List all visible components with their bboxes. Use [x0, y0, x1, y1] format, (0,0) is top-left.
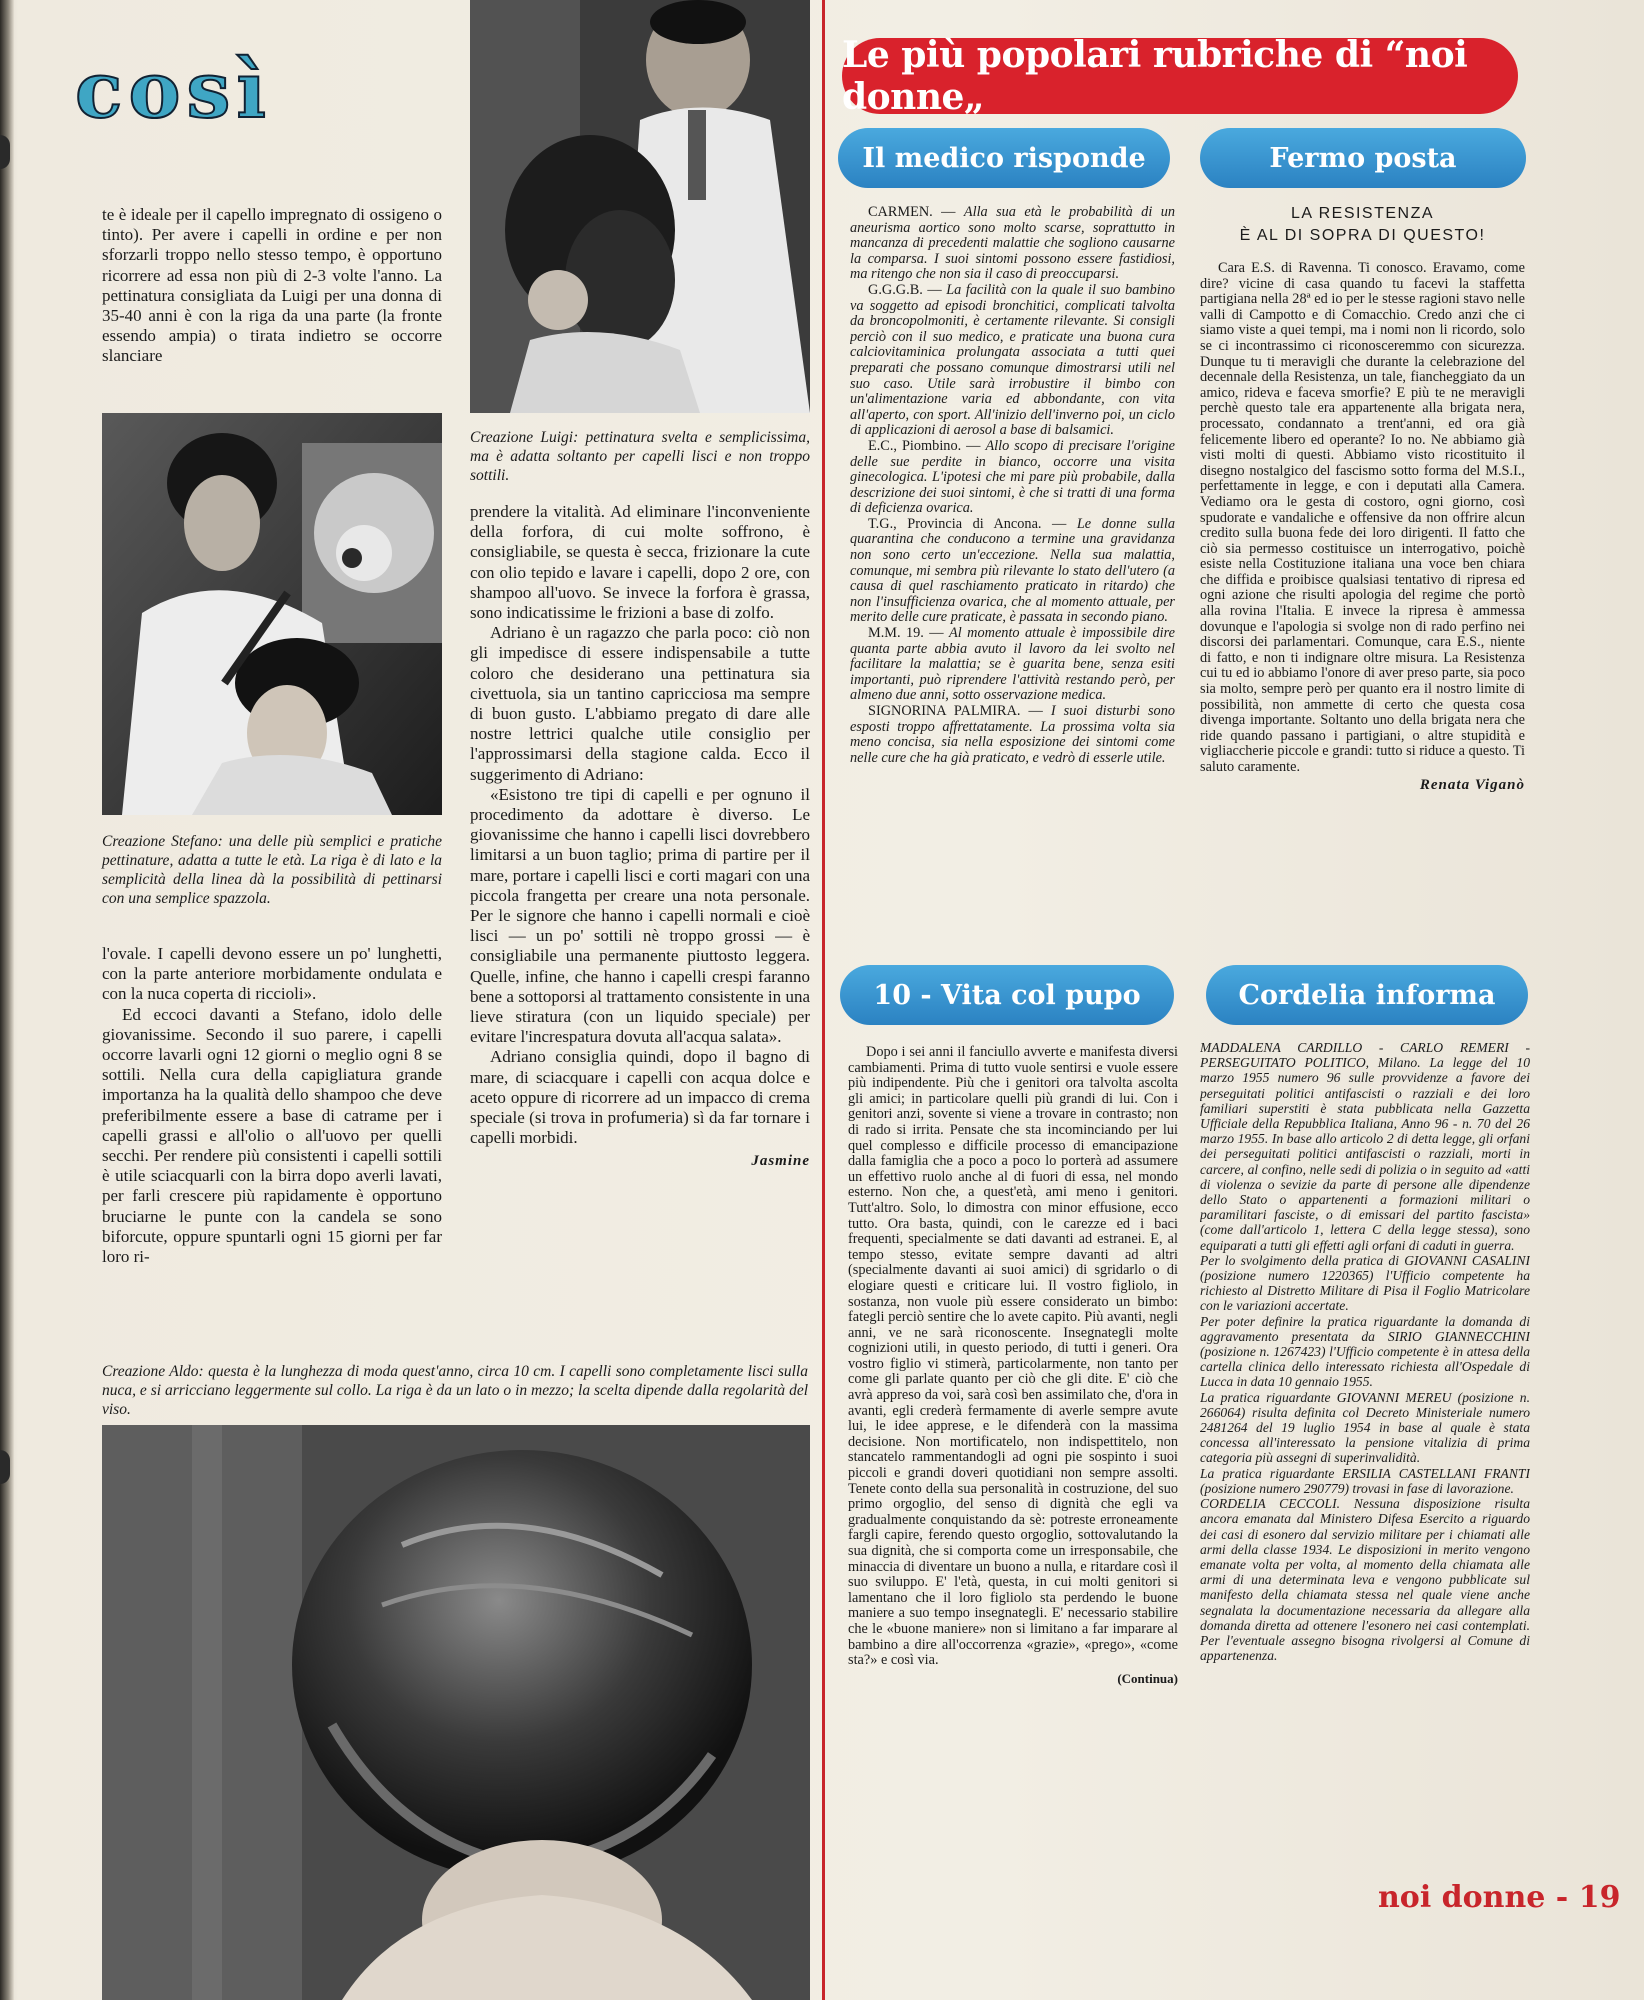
medico-column: [850, 205, 1175, 955]
paragraph: prendere la vitalità. Ad eliminare l'inconveniente della forfora, di cui molte soffrono, è consigliabile, se questa è secca, frizionare la cute con olio tepido e lavare i capelli, dopo 2 ore, con shampoo all'uovo. Se invece la forfora è grassa, sono indicatissime le frizioni a base di zolfo.: [470, 502, 810, 623]
caption-stefano: Creazione Stefano: una delle più semplici e pratiche pettinature, adatta a tutte le età. La riga è di lato e la semplicità della linea dà la possibilità di pettinarsi con una semplice spazzola.: [102, 833, 442, 907]
page-fold: [0, 0, 14, 2000]
photo-stefano-image: [102, 413, 442, 815]
photo-luigi-image: [470, 0, 810, 413]
cordelia-entry: Per lo svolgimento della pratica di GIOVANNI CASALINI (posizione numero 1220365) l'Ufficio competente ha richiesto al Distretto Militare di Pisa il Foglio Matricolare con le variazioni accertate.: [1200, 1252, 1530, 1314]
pupo-column: [848, 1045, 1178, 1920]
photo-aldo-image: [102, 1425, 810, 2000]
cordelia-entry: MADDALENA CARDILLO - CARLO REMERI - PERSEGUITATO POLITICO, Milano. La legge del 10 marzo 1955 numero 96 sulle provvidenze a favore dei perseguitati politici antifascisti o razziali e dei loro familiari superstiti è stata pubblicata nella Gazzetta Ufficiale della Repubblica Italiana, Anno 96 - n. 70 del 26 marzo 1955. In base allo articolo 2 di detta legge, gli orfani dei perseguitati politici antifascisti o razziali, morti in carcere, al confino, nelle sedi di polizia o in seguito ad «atti di violenza o sevizie da parte di persone alle dipendenze dello Stato o appartenenti a formazioni militari o paramilitari fasciste, o di emissari del partito fascista» (come dall'articolo 1, lettera C della legge stessa), sono equiparati a tutti gli effetti agli orfani di caduti in guerra.: [1200, 1040, 1530, 1253]
posta-signature: Renata Viganò: [1419, 776, 1525, 793]
section-header-posta: Fermo posta: [1200, 128, 1526, 188]
paragraph: Ed eccoci davanti a Stefano, idolo delle giovanissime. Secondo il suo parere, i capelli occorre lavarli ogni 12 giorni o meglio ogni 8 se sottili. Nella cura della capigliatura grande importanza ha la qualità dello shampoo che deve preferibilmente essere a base di catrame per i capelli grassi e all'olio o all'uovo per quelli secchi. Per rendere più consistenti i capelli sottili è utile sciacquarli con la birra dopo averli lavati, per farli crescere più rapidamente è opportuno bruciarne le punte con la candela se sono biforcute, oppure spuntarli ogni 15 giorni per far loro ri-: [102, 1004, 442, 1267]
medico-entry: CARMEN. — Alla sua età le probabilità di un aneurisma aortico sono molto scarse, soprattutto in mancanza di precedenti malattie che sogliono causarne la comparsa. I suoi sintomi possono essere fastidiosi, ma ritengo che non sia il caso di preoccuparsi.: [850, 205, 1175, 283]
rubriche-banner: Le più popolari rubriche di “noi donne„: [842, 38, 1518, 114]
paragraph: l'ovale. I capelli devono essere un po' lunghetti, con la parte anteriore morbidamente ondulata e con la nuca coperta di riccioli».: [102, 944, 442, 1004]
cordelia-entry: La pratica riguardante ERSILIA CASTELLANI FRANTI (posizione numero 290779) trovasi in fase di lavorazione.: [1200, 1465, 1530, 1496]
posta-column: [1200, 203, 1525, 953]
paragraph: te è ideale per il capello impregnato di ossigeno o tinto). Per avere i capelli in ordine e per non sforzarli troppo nello stesso tempo, è opportuno ricorrere ad essa non più di 2-3 volte l'anno. La pettinatura consigliata da Luigi per una donna di 35-40 anni è con la riga da una parte (la fronte essendo ampia) o tirata indietro se occorre slanciare: [102, 205, 442, 366]
caption-aldo: Creazione Aldo: questa è la lunghezza di moda quest'anno, circa 10 cm. I capelli sono completamente lisci sulla nuca, e si arricciano leggermente sul collo. La riga è da un lato o in mezzo; la scelta dipende dalla regolarità del viso.: [102, 1363, 808, 1418]
photo-aldo: [102, 1425, 810, 2000]
medico-entry: SIGNORINA PALMIRA. — I suoi disturbi sono esposti troppo affrettatamente. La prossima volta sia meno concisa, sia nella esposizione dei sintomi come nelle cure che ha già praticato, e vedrò di esserle utile.: [850, 703, 1175, 766]
cordelia-entry: Per poter definire la pratica riguardante la domanda di aggravamento presentata da SIRIO GIANNECCHINI (posizione n. 1267423) l'Ufficio competente è in attesa della cartella clinica dello interessato richiesta all'Ospedale di Lucca in data 10 gennaio 1955.: [1200, 1313, 1530, 1390]
paragraph: Adriano consiglia quindi, dopo il bagno di mare, di sciacquare i capelli con acqua dolce e aceto oppure di ricorrere ad un impacco di crema speciale (si trova in profumeria) sì da far tornare i capelli morbidi.: [470, 1047, 810, 1148]
binding-hole: [0, 135, 10, 169]
medico-entry: T.G., Provincia di Ancona. — Le donne sulla quarantina che conducono a termine una gravidanza non sono certo un'eccezione. Nella sua malattia, comunque, mi sembra più rilevante lo stato dell'utero (a causa di quel raschiamento praticato in ritardo) che non l'insufficienza ovarica, che al momento attuale, per merito delle cure praticate, è passata in secondo piano.: [850, 515, 1175, 626]
paragraph: «Esistono tre tipi di capelli e per ognuno il procedimento da adottare è diverso. Le giovanissime che hanno i capelli lisci dovrebbero limitarsi a un buon taglio; prima di partire per il mare, portare i capelli lisci e corti magari con una piccola frangetta per creare una nota personale. Per le signore che hanno i capelli normali e cioè lisci — un po' sottili nè troppo grossi — è consigliabile una permanente piuttosto leggera. Quelle, infine, che hanno i capelli crespi faranno bene a sottoporsi al trattamento consistente in una lieve stiratura (con un liquido speciale) per evitare l'increspatura dovuta all'acqua salata».: [470, 784, 810, 1047]
cordelia-entry: CORDELIA CECCOLI. Nessuna disposizione risulta ancora emanata dal Ministero Difesa Esercito a riguardo dei casi di esonero dal servizio militare per i chiamati alle armi della classe 1934. Le disposizioni in merito vengono emanate volta per volta, al momento della chiamata alle armi di una determinata leva e vengono pubblicate sul manifesto della chiamata stessa nel quale viene anche segnalata la documentazione necessaria da allegare alla domanda diretta ad ottenere l'esonero nei casi contemplati. Per l'eventuale assegno bisogna rivolgersi al Comune di appartenenza.: [1200, 1496, 1530, 1664]
section-logo: così: [75, 45, 273, 136]
article-column-1-top: [102, 205, 442, 405]
section-header-medico: Il medico risponde: [838, 128, 1170, 188]
section-header-pupo: 10 - Vita col pupo: [840, 965, 1174, 1025]
paragraph: Adriano è un ragazzo che parla poco: ciò non gli impedisce di essere indispensabile a tutte coloro che desiderano una pettinatura sia civettuola, sia un tantino capricciosa ma sempre di buon gusto. L'abbiamo pregato di dare alle nostre lettrici qualche utile consiglio per l'approssimarsi della stagione calda. Ecco il suggerimento di Adriano:: [470, 623, 810, 784]
article-column-1-bottom: [102, 944, 442, 1359]
author-signature: Jasmine: [751, 1152, 810, 1169]
pupo-text: Dopo i sei anni il fanciullo avverte e manifesta diversi cambiamenti. Prima di tutto vuole sentirsi e vuole essere più indipendente. Più che i genitori ora talvolta ascolta gli amici; in particolare quelli più grandi di lui. Con i genitori anzi, sovente si viene a trovare in contrasto; non di rado si irrita. Pensate che sta incominciando per lui quel complesso e difficile processo di emancipazione dalla famiglia che a poco a poco lo porterà ad assumere un effettivo ruolo anche al di fuori di essa, nel mondo esterno. Non che, a quest'età, ami meno i genitori. Tutt'altro. Solo, lo dimostra con minor effusione, ecco tutto. Ora basta, quindi, con le carezze ed i baci frequenti, specialmente se dati davanti ad estranei. E, al tempo stesso, evitate sempre davanti ad altri (specialmente davanti ai suoi amici) di sgridarlo o di elogiare questi e criticare lui. Il vostro figliolo, in sostanza, non vuole più essere considerato un bimbo: fategli perciò sentire che lo avete capito. Più avanti, negli anni, ve ne sarà riconoscente. Insegnategli molte cognizioni utili, in questo periodo, di tutti i generi. Ora vostro figlio vi stimerà, particolarmente, non tanto per come gli parlate quanto per ciò che gli dite. E' ciò che avrà appreso da voi, sarà così ben assimilato che, d'ora in avanti, egli crederà fermamente di averle sempre avute lui, le idee apprese, e le difenderà con la massima decisione. Non mortificatelo, non indispettitelo, non stancatelo rammentandogli ad ogni pie sospinto i suoi piccoli e grandi doveri quotidiani non sempre assolti. Tenete conto della sua personalità in costruzione, del suo primo orgoglio, del senso di dignità che egli va gradualmente conquistando da sè: potreste erroneamente fargli capire, ferendo questo orgoglio, sottovalutando la sua dignità, che si comporta come un irresponsabile, che minaccia di diventare un buono a nulla, e ritardare così il suo sviluppo. E' l'età, questa, in cui molti genitori si lamentano che il loro figliolo sta perdendo le buone maniere a suo tempo insegnategli. E' necessario stabilire che le «buone maniere» non si limitano a far imparare al bambino a dire all'occorrenza «grazie», «prego», «come sta?» e così via.: [848, 1045, 1178, 1669]
caption-luigi: Creazione Luigi: pettinatura svelta e semplicissima, ma è adatta soltanto per capelli lisci e non troppo sottili.: [470, 429, 810, 484]
cordelia-entry: La pratica riguardante GIOVANNI MEREU (posizione n. 266064) risulta definita col Decreto Ministeriale numero 2481264 del 19 luglio 1954 in base al quale è stata concessa all'interessato la pensione vitalizia di prima categoria più assegni di superinvalidità.: [1200, 1389, 1530, 1466]
page-folio: noi donne - 19: [1378, 1880, 1621, 1915]
posta-heading: LA RESISTENZA È AL DI SOPRA DI QUESTO!: [1239, 205, 1486, 244]
section-header-cordelia: Cordelia informa: [1206, 965, 1528, 1025]
medico-entry: E.C., Piombino. — Allo scopo di precisare l'origine delle sue perdite in bianco, occorre una visita ginecologica. L'ipotesi che mi pare più probabile, dalla descrizione dei suoi sintomi, è che si tratti di una forma di deficienza ovarica.: [850, 437, 1175, 517]
photo-stefano: [102, 413, 442, 815]
continua-label: (Continua): [1117, 1670, 1178, 1686]
column-divider: [822, 0, 825, 2000]
article-column-2: [470, 502, 810, 1352]
binding-hole: [0, 1450, 10, 1484]
cordelia-column: [1200, 1040, 1530, 1935]
photo-luigi: [470, 0, 810, 413]
medico-entry: M.M. 19. — Al momento attuale è impossibile dire quanta parte abbia avuto il lavoro da lei svolto nel facilitare la malattia; se è guarita bene, senza esiti importanti, può riprendere l'attività restando però, per almeno due anni, sotto osservazione medica.: [850, 625, 1175, 704]
medico-entry: G.G.G.B. — La facilità con la quale il suo bambino va soggetto ad episodi bronchitici, complicati talvolta da broncopolmoniti, è certamente rilevante. Si consigli perciò con il suo medico, e praticate una buona cura calciovitaminica prolungata associata a tutti quei preparati che possano comunque dimostrarsi utili nel suo caso. Utile sarà irrobustire il bimbo con un'alimentazione varia ed abbondante, con vita all'aperto, con sport. All'inizio dell'inverno poi, un ciclo di applicazioni di aerosol a base di balsamici.: [850, 281, 1175, 439]
posta-letter: Cara E.S. di Ravenna. Ti conosco. Eravamo, come dire? vicine di casa quando tu facevi la staffetta partigiana nella 28ª ed io per le stesse ragioni stavo nelle valli di Campotto e di Comacchio. Credo anzi che ci siamo viste a quei tempi, ma i nomi non li ricordo, solo se ci incontrassimo ci riconosceremmo con sicurezza. Dunque tu ti meravigli che durante la celebrazione del decennale della Resistenza, un tale, fiancheggiato da un amico, rideva e faceva smorfie? E più te ne meravigli perchè questo tale era appartenente alla brigata nera, processato, condannato a trent'anni, ed ora già felicemente libero ed operante? Io no. Ne abbiamo già visti molti di questi. Abbiamo visto ricostituito il disegno nostalgico del fascismo sotto forma del M.S.I., perfettamente in legge, e con i deputati alla Camera. Vediamo ora le gesta di costoro, ogni giorno, così spudorate e vandaliche e offensive da non offrire alcun credito sulla buona fede dei loro dirigenti. Il fatto che ciò sia permesso costituisce un interrogativo, poichè esiste nella Costituzione italiana una voce ben chiara che diffida e proibisce qualsiasi tentativo di ripresa ed ogni azione che risulti apologia del regime che portò alla rovina l'Italia. E invece la ripresa è ammessa dovunque e l'apologia si svolge non di rado perfino nei discorsi dei parlamentari. Comunque, cara E.S., niente di fatto, e non ti indignare oltre misura. La Resistenza cui tu ed io abbiamo l'onore di aver preso parte, sia poco sia molto, sempre però per quanto era il nostro limite di possibilità, non ammette di certo che questa cosa divenga importante. Soltanto uno della brigata nera che ride quando passano i partigiani, o altre stupidità e vigliaccherie piccole e grandi: tutto si riduce a questo. Ti saluto caramente.: [1200, 260, 1525, 775]
